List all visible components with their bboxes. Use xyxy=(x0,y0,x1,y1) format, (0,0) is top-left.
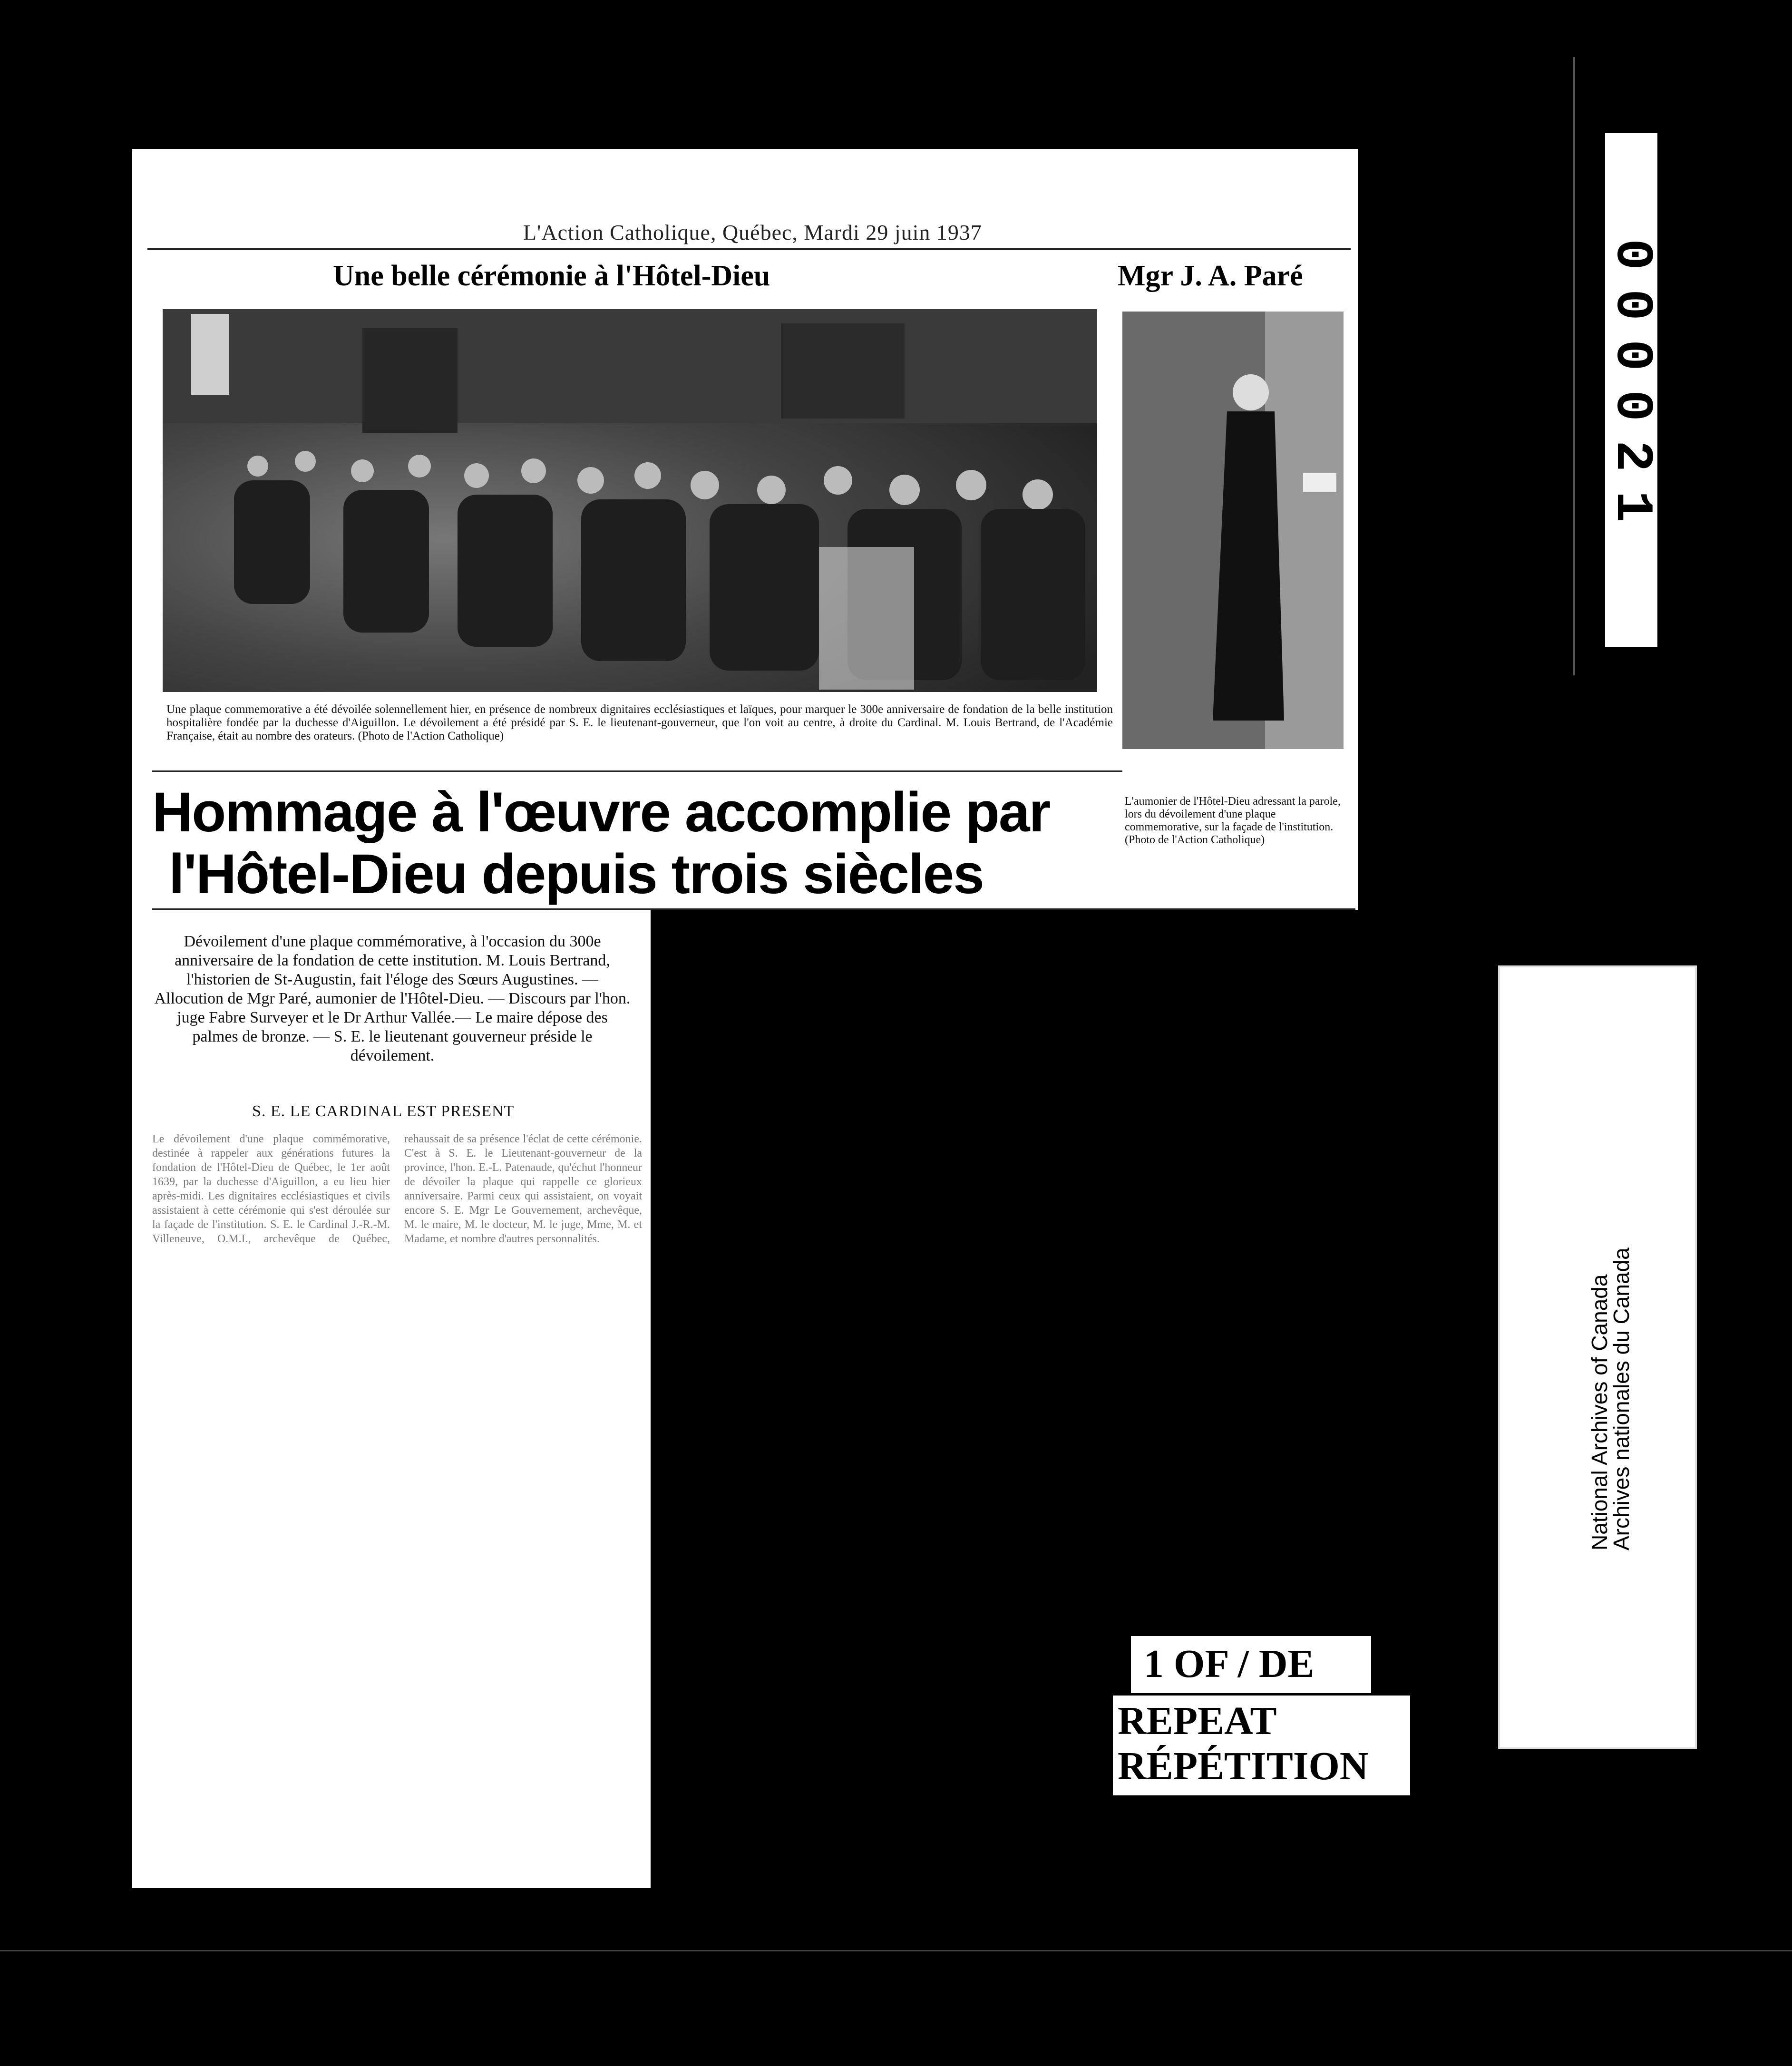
main-photo-caption: Une plaque commemorative a été dévoilée solennellement hier, en présence de nombreux dignitaires ecclésiastiques et laïques, pour marquer le 300e anniversaire de fondation de la belle institution hospitalière fondée par la duchesse d'Aiguillon. Le dévoilement a été présidé par S. E. le lieutenant-gouverneur, que l'on voit au centre, à droite du Cardinal. M. Louis Bertrand, de l'Académie Française, était au nombre des orateurs. (Photo de l'Action Catholique) xyxy=(166,703,1113,742)
ceremony-photo xyxy=(163,309,1097,692)
archives-fr: Archives nationales du Canada xyxy=(1609,1247,1634,1550)
headline-right: Mgr J. A. Paré xyxy=(1118,260,1303,292)
priest-portrait-photo xyxy=(1122,312,1344,749)
archives-card-text xyxy=(1587,970,1634,1550)
caption-rule xyxy=(152,770,1122,772)
priest-photo-image xyxy=(1122,312,1344,749)
strip-edge-line xyxy=(1573,57,1575,675)
of-de-text: 1 OF / DE xyxy=(1144,1642,1315,1686)
headline-left: Une belle cérémonie à l'Hôtel-Dieu xyxy=(333,260,770,292)
article-summary: Dévoilement d'une plaque commémorative, à l'occasion du 300e anniversaire de la fondation de cette institution. M. Louis Bertrand, l'historien de St-Augustin, fait l'éloge des Sœurs Augustines. — Allocution de Mgr Paré, aumonier de l'Hôtel-Dieu. — Discours par l'hon. juge Fabre Surveyer et le Dr Arthur Vallée.— Le maire dépose des palmes de bronze. — S. E. le lieutenant gouverneur préside le dévoilement. xyxy=(154,933,631,1064)
masthead: L'Action Catholique, Québec, Mardi 29 juin 1937 xyxy=(523,220,982,244)
frame-number: 000021 xyxy=(1602,238,1661,542)
article-subhead: S. E. LE CARDINAL EST PRESENT xyxy=(252,1102,515,1120)
archives-en: National Archives of Canada xyxy=(1587,1274,1612,1550)
cut-headline-fragment: Hom xyxy=(723,923,763,945)
repetition-text: RÉPÉTITION xyxy=(1118,1744,1369,1788)
side-photo-caption: L'aumonier de l'Hôtel-Dieu adressant la parole, lors du dévoilement d'une plaque commemorative, sur la façade de l'institution. (Photo de l'Action Catholique) xyxy=(1125,795,1341,846)
repeat-text: REPEAT xyxy=(1118,1699,1277,1743)
headline-rule xyxy=(152,908,1355,910)
crowd-photo-image xyxy=(163,309,1097,692)
article-body-faded: Le dévoilement d'une plaque commémorative, destinée à rappeler aux générations futures la fondation de l'Hôtel-Dieu de Québec, le 1er août 1639, par la duchesse d'Aiguillon, a eu lieu hier après-midi. Les dignitaires ecclésiastiques et civils assistaient à cette cérémonie qui s'est déroulée sur la façade de l'institution. S. E. le Cardinal J.-R.-M. Villeneuve, O.M.I., archevêque de Québec, rehaussait de sa présence l'éclat de cette cérémonie. C'est à S. E. le Lieutenant-gouverneur de la province, l'hon. E.-L. Patenaude, qu'échut l'honneur de dévoiler la plaque qui rappelle ce glorieux anniversaire. Parmi ceux qui assistaient, on voyait encore S. E. Mgr Le Gouvernement, archevêque, M. le maire, M. le docteur, M. le juge, Mme, M. et Madame, et nombre d'autres personnalités. xyxy=(152,1133,642,1245)
film-bottom-line xyxy=(0,1950,1792,1951)
main-headline-line2: l'Hôtel-Dieu depuis trois siècles xyxy=(169,843,984,906)
masthead-rule xyxy=(147,248,1351,250)
main-headline-line1: Hommage à l'œuvre accomplie par xyxy=(152,781,1050,844)
